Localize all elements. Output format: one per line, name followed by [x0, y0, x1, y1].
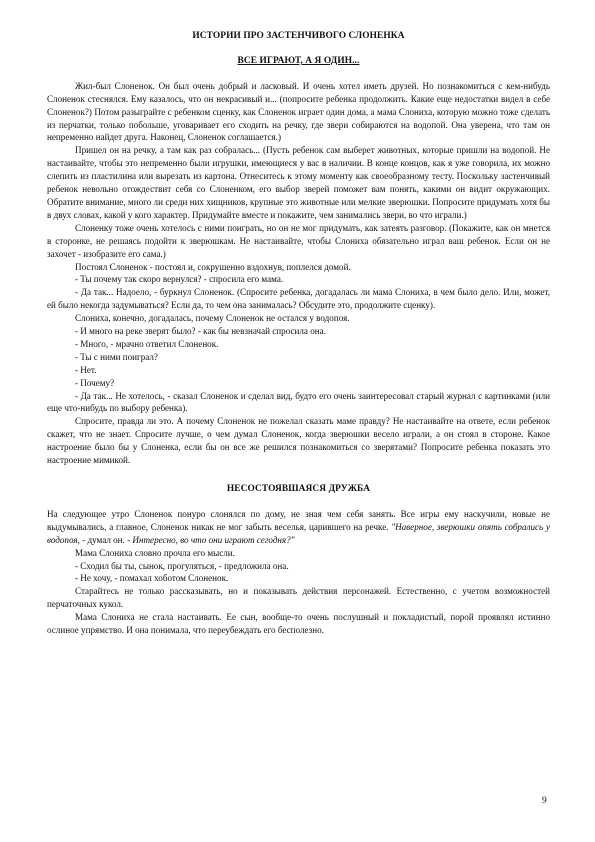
page-number: 9: [542, 796, 547, 806]
dialogue-line: - Ты с ними поиграл?: [75, 351, 158, 362]
quote-end-text: Интересно, во что они играют сегодня?": [132, 534, 295, 545]
paragraph: Пришел он на речку, а там как раз собралась... (Пусть ребенок сам выберет животных, которые пришли на водопой. Не настаивайте, чтобы это непременно были игрушки, имеющиеся у вас в наличии. В конце концов, как я уже говорила, их можно слепить из пластилина или вырезать из картона. Отнеситесь к этому моменту как своеобразному тесту. Поскольку застенчивый ребенок невольно отождествит себя со Слоненком, его выбор зверей поможет вам понять, какими он видит окружающих. Обратите внимание, много ли среди них хищников, крупные это животные или мелкие зверюшки. Попросите придумать хотя бы в двух словах, какой у кого характер. Придумайте вместе и покажите, чем занимались звери, во что играли.): [47, 145, 550, 220]
quote-text: "Наверное, зверюшки опять собрались у водопоя,: [47, 521, 550, 545]
paragraph: Постоял Слоненок - постоял и, сокрушенно вздохнув, поплелся домой.: [75, 261, 351, 272]
paragraph: Старайтесь не только рассказывать, но и показывать действия персонажей. Естественно, с учетом возможностей перчаточных кукол.: [47, 586, 550, 610]
page-content: [47, 30, 550, 637]
paragraph: Слоненку тоже очень хотелось с ними поиграть, но он не мог придумать, как затеять разговор. (Покажите, как он мнется в сторонке, не решаясь подойти к зверюшкам. Не настаивайте, чтобы Слониха обязательно играл ваш ребенок. Если он не захочет - изобразите его сама.): [47, 222, 550, 259]
paragraph: Спросите, правда ли это. А почему Слоненок не пожелал сказать маме правду? Не настаивайте на ответе, если ребенок скажет, что не знает. Спросите лучше, о чем думал Слоненок, когда зверюшки весело играли, а он стоял в стороне. Какое настроение было бы у Слоненка, если бы он все же решился познакомиться со зверятами? Попросите ребенка показать это настроение мимикой.: [47, 416, 550, 466]
dialogue-line: - Почему?: [75, 377, 115, 388]
quote-mid-text: - думал он. -: [79, 534, 133, 545]
dialogue-line: - Да так... Не хотелось, - сказал Слоненок и сделал вид, будто его очень заинтересовал старый журнал с картинками (или еще что-нибудь по выбору ребенка).: [47, 390, 550, 414]
document-title: ИСТОРИИ ПРО ЗАСТЕНЧИВОГО СЛОНЕНКА: [192, 31, 405, 41]
dialogue-line: - Много, - мрачно ответил Слоненок.: [75, 338, 219, 349]
dialogue-line: - И много на реке зверят было? - как бы невзначай спросила она.: [75, 326, 326, 337]
dialogue-line: - Ты почему так скоро вернулся? - спросила его мама.: [75, 274, 284, 285]
intro-text: На следующее утро Слоненок понуро слонялся по дому, не зная чем себя занять. Все игры ему наскучили, новые не выдумывались, а главное, Слоненок никак не мог забыть веселья, царившего на речке.: [47, 508, 550, 532]
section-heading-2: НЕСОСТОЯВШАЯСЯ ДРУЖБА: [226, 484, 371, 494]
dialogue-line: - Нет.: [75, 364, 97, 375]
paragraph-intro: [47, 508, 550, 547]
dialogue-line: - Не хочу, - помахал хоботом Слоненок.: [75, 573, 229, 584]
dialogue-line: - Да так... Надоело, - буркнул Слоненок. (Спросите ребенка, догадалась ли мама Слониха, в чем было дело. Или, может, ей было некогда задумываться? Если да, то чем она занималась? Обсудите это, продолжите сценку).: [47, 287, 550, 311]
paragraph: Мама Слониха словно прочла его мысли.: [75, 547, 235, 558]
paragraph: Мама Слониха не стала настаивать. Ее сын, вообще-то очень послушный и покладистый, порой проявлял истинно ослиное упрямство. И она понимала, что переубеждать его бесполезно.: [47, 612, 550, 636]
paragraph: Жил-был Слоненок. Он был очень добрый и ласковый. И очень хотел иметь друзей. Но познакомиться с кем-нибудь Слоненок стеснялся. Ему казалось, что он некрасивый и... (попросите ребенка продолжить. Какие еще недостатки видел в себе Слоненок?) Потом разыграйте с ребенком сценку, как Слоненок играет один дома, а мама Слониха, которую можно тоже сделать из перчатки, только побольше, уговаривает его сходить на речку, где звери собираются на водопой. Она уверена, что там он непременно найдет друга. Наконец, Слоненок соглашается.): [47, 80, 550, 143]
section-heading-1: ВСЕ ИГРАЮТ, А Я ОДИН...: [237, 55, 360, 66]
dialogue-line: - Сходил бы ты, сынок, прогуляться, - предложила она.: [75, 560, 289, 571]
paragraph: Слониха, конечно, догадалась, почему Слоненок не остался у водопоя.: [75, 313, 350, 324]
